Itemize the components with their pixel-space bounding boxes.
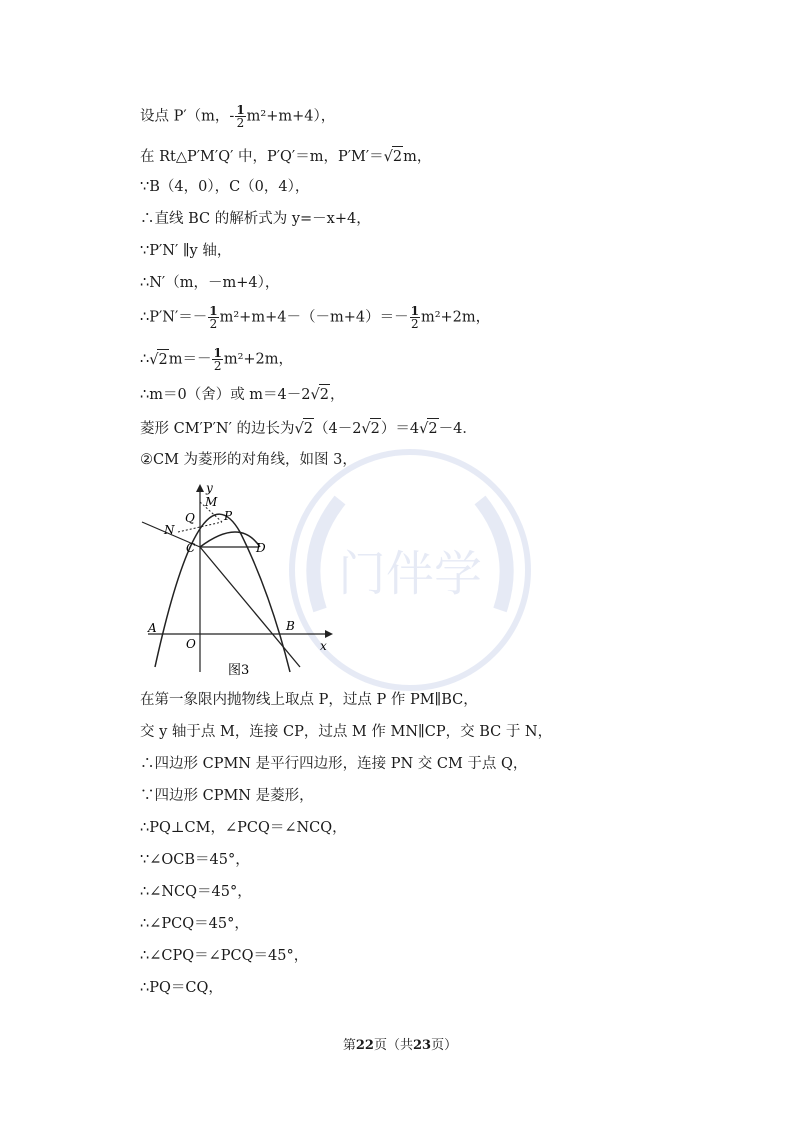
line-16: ∴PQ⊥CM，∠PCQ＝∠NCQ， xyxy=(140,820,347,836)
line-14: ∴四边形 CPMN 是平行四边形，连接 PN 交 CM 于点 Q， xyxy=(140,756,528,772)
line-6: ∴N′（m，－m+4）， xyxy=(140,275,280,291)
sqrt: √2 xyxy=(294,418,313,439)
line-20: ∴∠CPQ＝∠PCQ＝45°， xyxy=(140,948,309,964)
line-9 xyxy=(140,384,345,405)
line-15: ∵四边形 CPMN 是菱形， xyxy=(140,788,314,804)
label-y: y xyxy=(206,482,213,495)
text-segment: m²+m+4－（－m+4）＝－ xyxy=(219,309,409,326)
text-segment: m²+2m， xyxy=(223,351,294,368)
figure-3 xyxy=(140,482,340,682)
line-7 xyxy=(140,305,490,330)
x-axis-arrow xyxy=(325,630,333,638)
label-b: B xyxy=(286,619,295,633)
sqrt: √2 xyxy=(361,418,380,439)
text-segment: ∴ xyxy=(140,351,150,368)
text-segment: m， xyxy=(403,149,432,165)
fraction: $\frac{1}{2}$ xyxy=(236,103,245,130)
total-pages: 23 xyxy=(413,1038,432,1053)
line-bc xyxy=(200,547,300,667)
line-8 xyxy=(140,347,293,372)
text-segment: m²+2m， xyxy=(420,309,491,326)
label-p: P xyxy=(224,509,233,523)
line-12: 在第一象限内抛物线上取点 P，过点 P 作 PM∥BC， xyxy=(140,692,478,708)
sqrt: √2 xyxy=(384,146,403,167)
label-a: A xyxy=(148,621,157,635)
text-segment: （4－2 xyxy=(313,421,362,437)
text-segment: －4． xyxy=(438,421,477,437)
label-q: Q xyxy=(185,511,195,525)
sqrt: √2 xyxy=(149,349,168,370)
line-18: ∴∠NCQ＝45°， xyxy=(140,884,252,900)
line-11: ②CM 为菱形的对角线，如图 3， xyxy=(140,452,357,468)
footer-mid: 页（共 xyxy=(373,1038,413,1053)
line-21: ∴PQ＝CQ， xyxy=(140,980,223,996)
fraction: $\frac{1}{2}$ xyxy=(410,304,419,331)
fraction: $\frac{1}{2}$ xyxy=(209,304,218,331)
line-10 xyxy=(140,418,477,439)
label-n: N xyxy=(164,523,175,537)
label-d: D xyxy=(256,541,266,555)
fraction: $\frac{1}{2}$ xyxy=(213,346,222,373)
footer-suffix: 页） xyxy=(431,1038,458,1053)
line-2 xyxy=(140,146,431,167)
text-segment: ）＝4 xyxy=(380,421,420,437)
text-segment: ∴m＝0（舍）或 m＝4－2 xyxy=(140,387,311,403)
line-19: ∴∠PCQ＝45°， xyxy=(140,916,249,932)
text-segment: 在 Rt△P′M′Q′ 中，P′Q′＝m，P′M′＝ xyxy=(140,149,384,165)
parabola-top xyxy=(200,532,260,547)
text-segment: ∴P′N′＝－ xyxy=(140,309,208,326)
y-axis-arrow xyxy=(196,484,204,492)
page-footer xyxy=(0,1034,800,1053)
text-segment: ， xyxy=(330,387,345,403)
sqrt: √2 xyxy=(311,384,330,405)
line-13: 交 y 轴于点 M，连接 CP，过点 M 作 MN∥CP，交 BC 于 N， xyxy=(140,724,553,740)
sqrt: √2 xyxy=(419,418,438,439)
page-number: 22 xyxy=(355,1038,374,1053)
text-segment: 设点 P′（m，- xyxy=(140,108,235,125)
footer-prefix: 第 xyxy=(342,1038,356,1053)
text-segment: m＝－ xyxy=(168,351,212,368)
watermark-text: 门伴学 xyxy=(337,546,483,602)
line-4: ∴直线 BC 的解析式为 y=－x+4， xyxy=(140,211,371,227)
figure-caption: 图3 xyxy=(228,663,250,678)
line-5: ∵P′N′ ∥y 轴， xyxy=(140,243,232,259)
label-o: O xyxy=(186,637,196,651)
text-segment: m²+m+4）， xyxy=(246,108,336,125)
label-m: M xyxy=(205,495,218,509)
label-c: C xyxy=(186,541,196,555)
line-3: ∵B（4，0），C（0，4）， xyxy=(140,179,310,195)
text-segment: 菱形 CM′P′N′ 的边长为 xyxy=(140,421,295,437)
label-x: x xyxy=(320,639,327,653)
line-1 xyxy=(140,104,335,129)
line-17: ∵∠OCB＝45°， xyxy=(140,852,250,868)
parabola xyxy=(155,514,290,672)
